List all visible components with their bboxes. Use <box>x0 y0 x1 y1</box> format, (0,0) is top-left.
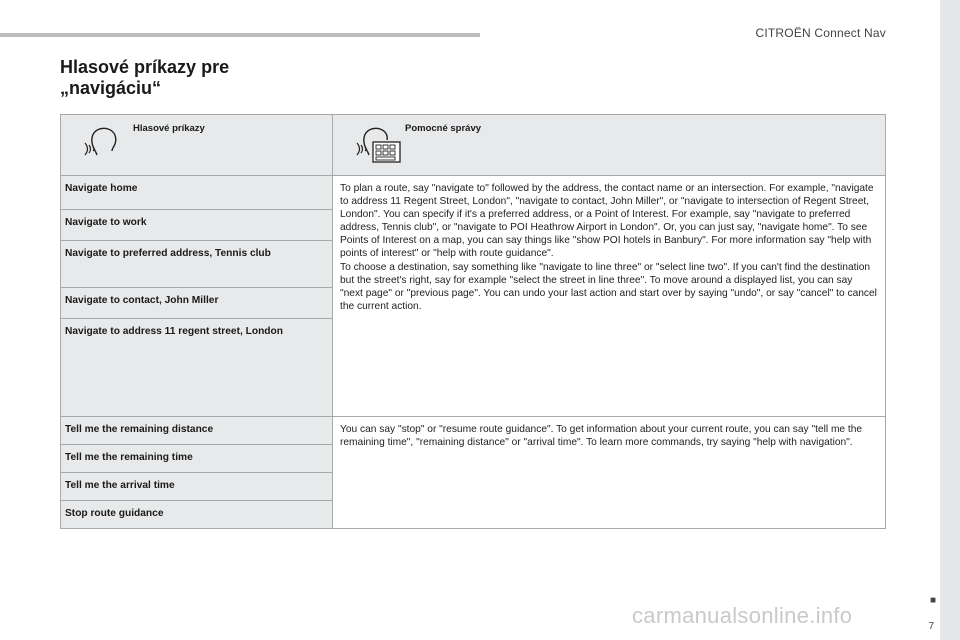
command-cell: Tell me the arrival time <box>61 473 333 501</box>
page-marker: ■ <box>930 595 937 606</box>
voice-help-messages-icon <box>355 125 403 165</box>
header-help-messages <box>333 115 886 176</box>
command-cell: Navigate to preferred address, Tennis club <box>61 241 333 288</box>
header-label-help: Pomocné správy <box>405 123 482 134</box>
table-header-row <box>61 115 886 176</box>
header-brand: CITROËN Connect Nav <box>755 26 886 40</box>
header-voice-commands <box>61 115 333 176</box>
help-cell-route-info: You can say "stop" or "resume route guidance". To get information about your current route, you can say "tell me the remaining time", "remaining distance" or "arrival time". To learn more commands, try saying "help with navigation". <box>333 417 886 529</box>
command-cell: Navigate to work <box>61 210 333 241</box>
page-number: 7 <box>928 621 934 632</box>
voice-command-icon <box>83 125 119 159</box>
help-cell-navigation <box>333 176 886 417</box>
page-edge-strip <box>940 0 960 640</box>
table-row <box>61 176 886 210</box>
command-cell: Navigate home <box>61 176 333 210</box>
header-label-commands: Hlasové príkazy <box>133 123 205 134</box>
command-cell: Tell me the remaining time <box>61 445 333 473</box>
voice-commands-table <box>60 114 886 529</box>
command-cell: Stop route guidance <box>61 501 333 529</box>
page-title-line-2: „navigáciu“ <box>60 78 162 98</box>
help-paragraph: To plan a route, say "navigate to" followed by the address, the contact name or an intersection. For example, "navigate to address 11 Regent Street, London", "navigate to contact, John Miller", or "navigate to intersection of Regent Street, London". You can specify if it's a preferred address, or a Point of Interest. For example, say "navigate to preferred address, Tennis club", or "navigate to POI Heathrow Airport in London". Or, you can just say, "navigate home". To see Points of Interest on a map, you can say things like "show POI hotels in Banbury". For more information say "help with points of interest" or "help with route guidance". <box>340 183 874 260</box>
command-cell: Tell me the remaining distance <box>61 417 333 445</box>
page-title-line-1: Hlasové príkazy pre <box>60 57 230 77</box>
watermark: carmanualsonline.info <box>632 603 853 628</box>
header-rule <box>0 33 480 37</box>
command-cell: Navigate to address 11 regent street, London <box>61 319 333 417</box>
page-title <box>60 57 229 99</box>
help-paragraph: To choose a destination, say something like "navigate to line three" or "select line two". If you can't find the destination but the street's right, say for example "select the street in line three". To move around a displayed list, you can say "next page" or "previous page". You can undo your last action and start over by saying "undo", or say "cancel" to cancel the current action. <box>340 261 877 312</box>
command-cell: Navigate to contact, John Miller <box>61 288 333 319</box>
table-row <box>61 417 886 445</box>
